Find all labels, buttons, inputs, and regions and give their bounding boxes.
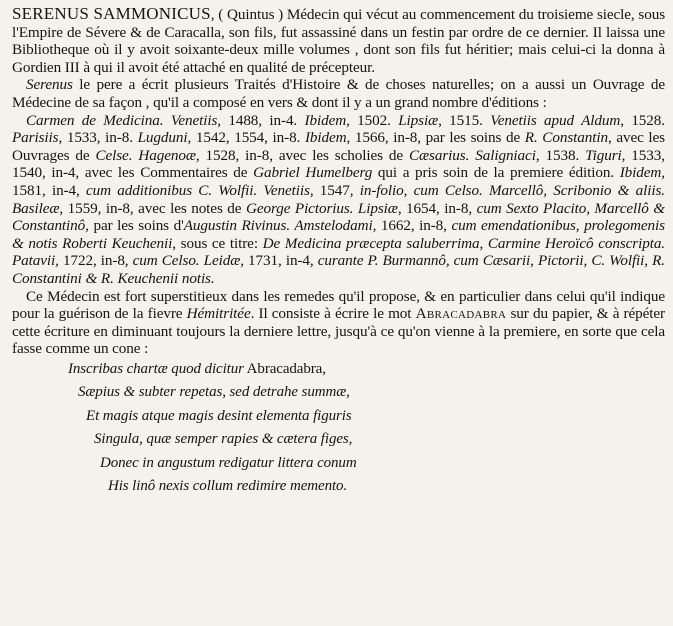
edition-title: cum Sexto Placito, Marcellô & Constantinô [12,199,665,235]
edition-details: , 1528, in-8, avec les scholies de [195,146,409,164]
verse-line [68,475,665,498]
edition-details: , 1533, 1540, in-4, avec les Commentaires de [12,146,665,182]
edition-details: qui a pris soin de la premiere édition. [372,164,620,182]
edition-details: , 1502. [346,111,399,129]
edition-title: Venetiis apud Aldum [490,111,621,129]
entry-headword: SERENUS SAMMONICUS [12,4,211,23]
verse-text: Donec in angustum redigatur littera conum [100,454,357,471]
edition-details: , 1731, in-4, [240,252,318,270]
verse-text: His linô nexis collum redimire memento. [108,477,348,494]
works-paragraph [12,76,665,111]
edition-title: George Pictorius. Lipsiæ [245,199,398,217]
verse-line [68,381,665,404]
verse-text: Sæpius & subter repetas, sed detrahe summæ, [78,384,350,401]
edition-title: Gabriel Humelberg [253,164,373,182]
superstition-text-c: sur du papier, & à répéter cette écriture en diminuant toujours la derniere lettre, jusqu'à ce qu'on vienne à la premiere, en sorte que cela fasse comme un cone : [12,305,666,358]
verse-word: Abracadabra, [243,360,326,377]
latin-verse [12,358,665,498]
edition-title: curante P. Burmannô, cum Cæsarii, Pictorii, C. Wolfii, R. Constantini & R. Keuchenii notis. [12,252,665,287]
edition-title: R. Constantin [524,129,608,147]
edition-title: Celse. Hagenoæ [95,146,196,164]
edition-details: , 1538. [535,146,586,164]
author-name: Serenus [26,76,73,94]
editions-paragraph [12,112,665,288]
edition-details: , 1542, 1554, in-8. [187,129,305,147]
works-text: le pere a écrit plusieurs Traités d'Histoire & de choses naturelles; on a aussi un Ouvrage de Médecine de sa façon , qu'il a composé en vers & dont il y a un grand nombre d'éditions : [12,76,665,111]
edition-details: , 1547, [309,181,360,199]
verse-text: Et magis atque magis desint elementa figuris [86,407,352,424]
superstition-text-b: . Il consiste à écrire le mot [250,305,416,323]
edition-details: , sous ce titre: [172,234,263,252]
edition-title: Ibidem [619,164,662,182]
edition-details: , 1566, in-8, par les soins de [346,129,525,147]
edition-title: Tiguri [585,146,622,164]
superstition-paragraph [12,288,665,358]
edition-details: , 1528. [620,111,665,129]
edition-title: in-folio, cum Celso. Marcellô, Scribonio & aliis. Basileæ [12,181,666,217]
verse-line [68,358,665,381]
edition-details: , avec les Ouvrages de [12,129,665,164]
edition-details: , 1488, in-4. [217,111,305,129]
verse-line [68,428,665,451]
edition-title: cum additionibus C. Wolfii. Venetiis [85,181,310,199]
edition-details: , 1533, in-8. [58,129,138,147]
edition-details: , 1559, in-8, avec les notes de [59,199,246,217]
edition-title: Augustin Rivinus. Amstelodami [183,217,373,235]
verse-line [68,405,665,428]
edition-title: Ibidem [304,111,347,129]
edition-title: cum emendationibus, prolegomenis & notis Roberti Keuchenii [12,217,665,252]
edition-title: Cæsarius. Saligniaci [408,146,536,164]
edition-title: De Medicina præcepta saluberrima, Carmine Heroïcô conscripta. Patavii [12,234,666,270]
verse-text: Inscribas chartæ quod dicitur [68,360,244,377]
edition-details: , 1515. [438,111,491,129]
entry-biography: , ( Quintus ) Médecin qui vécut au commencement du troisieme siecle, sous l'Empire de Sévere & de Caracalla, son fils, fut assassiné dans un festin par ordre de ce dernier. Il laissa une Bibliotheque où il y avoit soixante-deux mille volumes , dont son fils fut héritier; mais celui-ci la donna à Gordien III à qui il avoit été attaché en qualité de précepteur. [12,6,666,76]
edition-title: Ibidem [304,129,347,147]
edition-title: Parisiis [12,129,59,147]
entry-paragraph [12,5,665,76]
edition-title: Lipsiæ [398,111,439,129]
edition-title: cum Celso. Leidæ [132,252,241,270]
fever-name: Hémitritée [186,305,251,323]
edition-title: Carmen de Medicina. Venetiis [26,111,218,129]
edition-details: , 1654, in-8, [397,199,477,217]
edition-details: , 1662, in-8, [372,217,452,235]
abracadabra-word: Abracadabra [415,305,507,323]
edition-details: , 1581, in-4, [12,164,665,199]
superstition-text-a: Ce Médecin est fort superstitieux dans les remedes qu'il propose, & en particulier dans celui qu'il indique pour la guérison de la fievre [12,287,665,323]
edition-details: , par les soins d' [85,217,184,235]
verse-line [68,452,665,475]
edition-title: Lugduni [137,129,188,147]
verse-text: Singula, quæ semper rapies & cætera figes, [94,431,353,448]
edition-details: , 1722, in-8, [55,252,133,270]
